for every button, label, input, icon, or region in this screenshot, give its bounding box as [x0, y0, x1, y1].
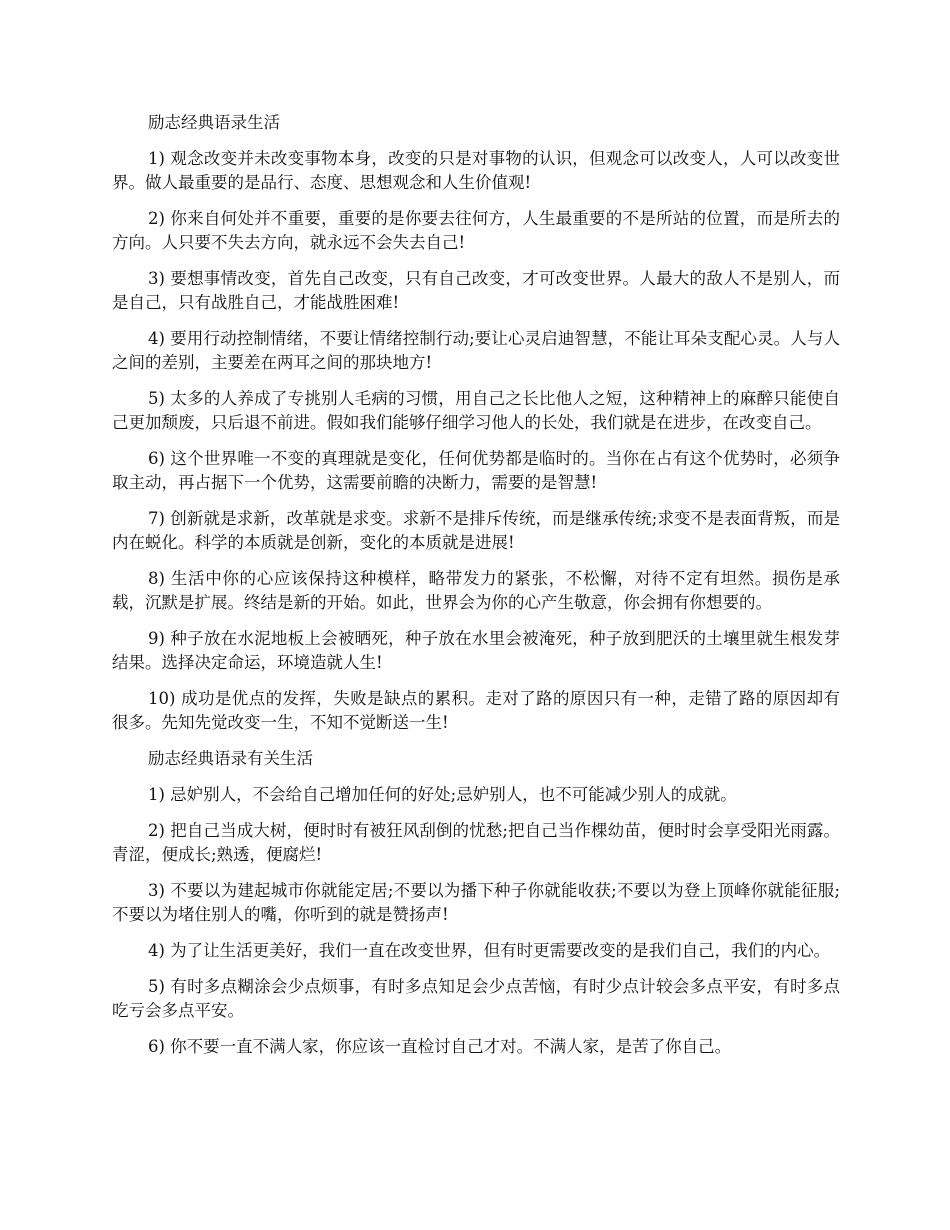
quote-paragraph: 4) 为了让生活更美好，我们一直在改变世界，但有时更需要改变的是我们自己，我们的内心。 — [148, 941, 831, 960]
quote-paragraph: 3) 要想事情改变，首先自己改变，只有自己改变，才可改变世界。人最大的敌人不是别人，而是自己，只有战胜自己，才能战胜困难! — [112, 269, 840, 312]
section-heading: 励志经典语录生活 — [148, 113, 280, 132]
quote-paragraph: 4) 要用行动控制情绪，不要让情绪控制行动;要让心灵启迪智慧，不能让耳朵支配心灵。人与人之间的差别，主要差在两耳之间的那块地方! — [112, 329, 840, 372]
quote-paragraph: 6) 这个世界唯一不变的真理就是变化，任何优势都是临时的。当你在占有这个优势时，必须争取主动，再占据下一个优势，这需要前瞻的决断力，需要的是智慧! — [112, 449, 840, 492]
section-heading: 励志经典语录有关生活 — [148, 749, 313, 768]
quote-paragraph: 5) 有时多点糊涂会少点烦事，有时多点知足会少点苦恼，有时少点计较会多点平安，有时多点吃亏会多点平安。 — [112, 977, 840, 1020]
quote-paragraph: 7) 创新就是求新，改革就是求变。求新不是排斥传统，而是继承传统;求变不是表面背叛，而是内在蜕化。科学的本质就是创新，变化的本质就是进展! — [112, 509, 840, 552]
quote-paragraph: 6) 你不要一直不满人家，你应该一直检讨自己才对。不满人家，是苦了你自己。 — [148, 1037, 732, 1056]
quote-paragraph: 1) 忌妒别人，不会给自己增加任何的好处;忌妒别人，也不可能减少别人的成就。 — [148, 785, 737, 804]
quote-paragraph: 9) 种子放在水泥地板上会被晒死，种子放在水里会被淹死，种子放到肥沃的土壤里就生根发芽结果。选择决定命运，环境造就人生! — [112, 629, 840, 672]
quote-paragraph: 5) 太多的人养成了专挑别人毛病的习惯，用自己之长比他人之短，这种精神上的麻醉只能使自己更加颓废，只后退不前进。假如我们能够仔细学习他人的长处，我们就是在进步，在改变自己。 — [112, 389, 840, 432]
quote-paragraph: 3) 不要以为建起城市你就能定居;不要以为播下种子你就能收获;不要以为登上顶峰你就能征服;不要以为堵住别人的嘴，你听到的就是赞扬声! — [112, 881, 840, 924]
quote-paragraph: 1) 观念改变并未改变事物本身，改变的只是对事物的认识，但观念可以改变人，人可以改变世界。做人最重要的是品行、态度、思想观念和人生价值观! — [112, 149, 840, 192]
quote-paragraph: 8) 生活中你的心应该保持这种模样，略带发力的紧张，不松懈，对待不定有坦然。损伤是承载，沉默是扩展。终结是新的开始。如此，世界会为你的心产生敬意，你会拥有你想要的。 — [112, 569, 840, 612]
quote-paragraph: 2) 把自己当成大树，便时时有被狂风刮倒的忧愁;把自己当作棵幼苗，便时时会享受阳光雨露。青涩，便成长;熟透，便腐烂! — [112, 821, 840, 864]
quote-paragraph: 10) 成功是优点的发挥，失败是缺点的累积。走对了路的原因只有一种，走错了路的原因却有很多。先知先觉改变一生，不知不觉断送一生! — [112, 689, 840, 732]
quote-paragraph: 2) 你来自何处并不重要，重要的是你要去往何方，人生最重要的不是所站的位置，而是所去的方向。人只要不失去方向，就永远不会失去自己! — [112, 209, 840, 252]
